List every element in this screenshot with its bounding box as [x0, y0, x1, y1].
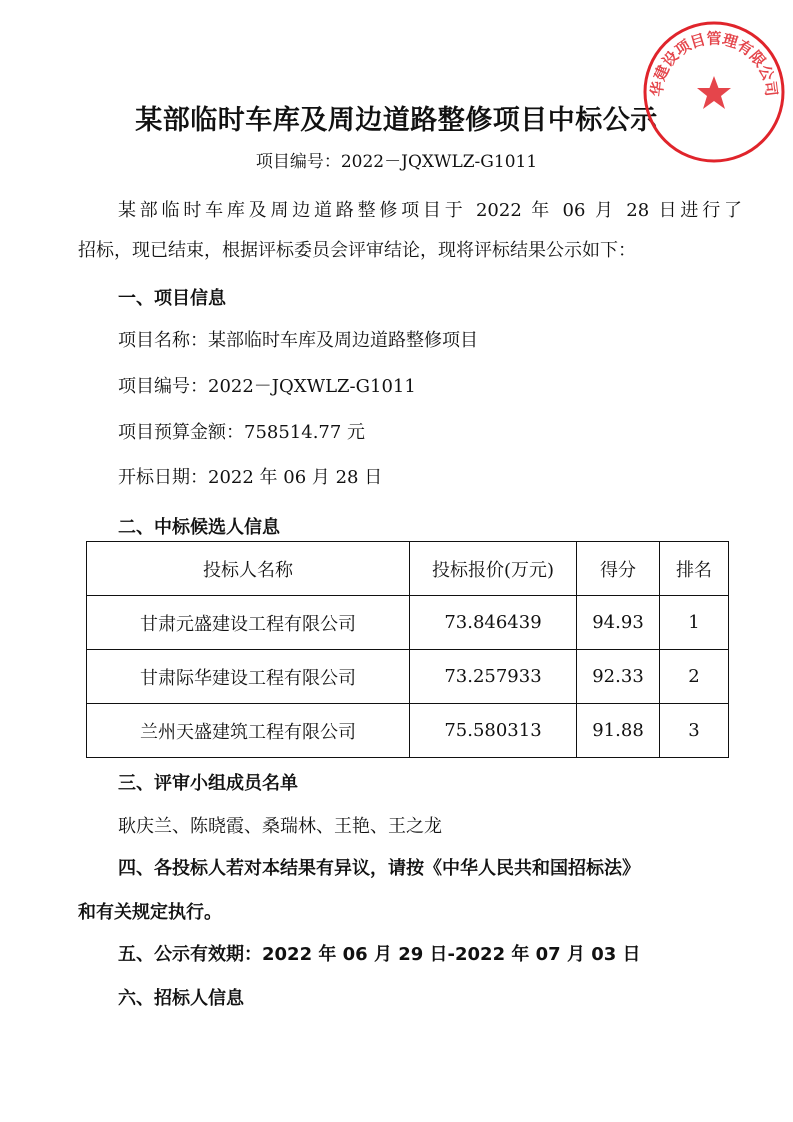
bid-score: 92.33: [577, 650, 660, 704]
company-seal-stamp: [640, 18, 788, 166]
seal-text: 华建设项目管理有限公司: [647, 29, 781, 98]
bid-rank: 2: [660, 650, 729, 704]
col-header-bidder: 投标人名称: [87, 542, 410, 596]
section4-line-1: 四、各投标人若对本结果有异议，请按《中华人民共和国招标法》: [118, 858, 640, 879]
bid-score: 91.88: [577, 704, 660, 758]
table-row: [87, 650, 729, 704]
bid-score: 94.93: [577, 596, 660, 650]
intro-line-1: 某部临时车库及周边道路整修项目于 2022 年 06 月 28 日进行了: [118, 200, 742, 221]
section5-validity: 五、公示有效期：2022 年 06 月 29 日-2022 年 07 月 03 日: [118, 944, 641, 965]
bidder-name: 甘肃元盛建设工程有限公司: [87, 596, 410, 650]
open-date: 开标日期：2022 年 06 月 28 日: [118, 467, 383, 488]
col-header-price: 投标报价(万元): [410, 542, 577, 596]
col-header-rank: 排名: [660, 542, 729, 596]
bid-price: 75.580313: [410, 704, 577, 758]
project-code-subtitle: 项目编号：2022－JQXWLZ-G1011: [255, 152, 538, 172]
section2-heading: 二、中标候选人信息: [118, 517, 280, 538]
table-header-row: [87, 542, 729, 596]
section6-heading: 六、招标人信息: [118, 988, 244, 1009]
section1-heading: 一、项目信息: [118, 288, 226, 309]
col-header-score: 得分: [577, 542, 660, 596]
seal-star-icon: [697, 76, 731, 109]
review-members: 耿庆兰、陈晓霞、桑瑞林、王艳、王之龙: [118, 816, 442, 837]
bid-price: 73.846439: [410, 596, 577, 650]
bid-rank: 3: [660, 704, 729, 758]
page-title: 某部临时车库及周边道路整修项目中标公示: [135, 105, 658, 136]
bid-price: 73.257933: [410, 650, 577, 704]
bidder-name: 兰州天盛建筑工程有限公司: [87, 704, 410, 758]
bidder-name: 甘肃际华建设工程有限公司: [87, 650, 410, 704]
section3-heading: 三、评审小组成员名单: [118, 773, 298, 794]
project-name: 项目名称：某部临时车库及周边道路整修项目: [118, 330, 478, 351]
project-code: 项目编号：2022－JQXWLZ-G1011: [118, 376, 416, 397]
section4-line-2: 和有关规定执行。: [78, 902, 222, 923]
intro-line-2: 招标，现已结束，根据评标委员会评审结论，现将评标结果公示如下：: [78, 240, 636, 261]
table-row: [87, 596, 729, 650]
table-row: [87, 704, 729, 758]
project-budget: 项目预算金额：758514.77 元: [118, 422, 366, 443]
bid-rank: 1: [660, 596, 729, 650]
bid-results-table: [86, 541, 729, 758]
